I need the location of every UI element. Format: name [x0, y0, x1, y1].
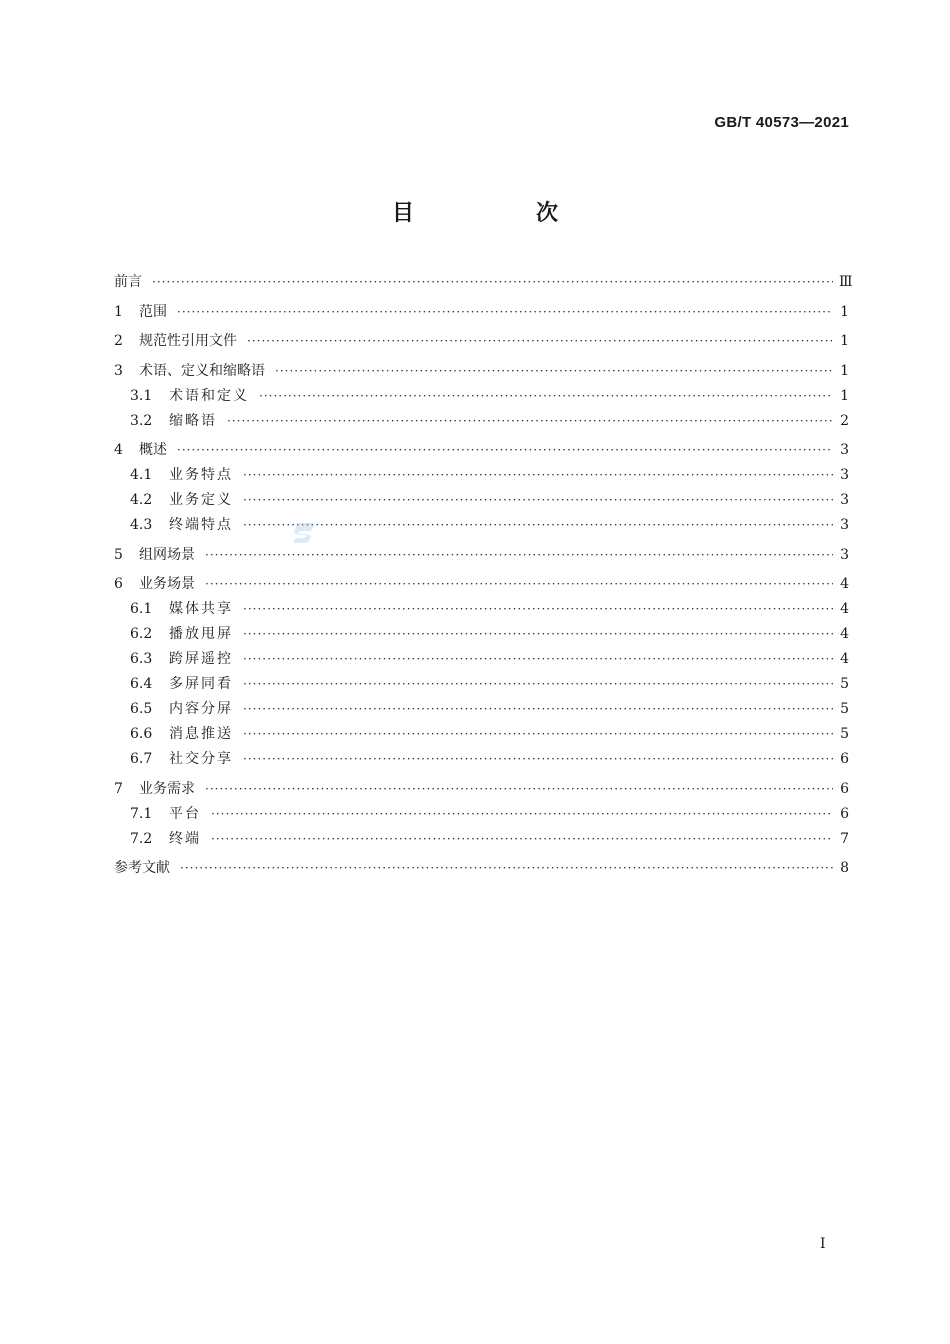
logo-watermark-icon: [291, 521, 316, 545]
toc-dot-leader: [177, 438, 833, 463]
toc-entry-number: 4.2: [130, 492, 153, 508]
toc-entry-page: 3: [840, 492, 849, 508]
toc-entry-page: 7: [840, 830, 849, 847]
toc-entry-number: 6: [114, 576, 123, 592]
toc-dot-leader: [243, 513, 833, 538]
toc-entry-number: 6.3: [130, 651, 153, 667]
toc-entry[interactable]: [114, 300, 849, 325]
toc-entry[interactable]: [114, 488, 849, 513]
toc-entry-page: 4: [840, 576, 849, 592]
toc-entry[interactable]: [114, 856, 849, 881]
toc-entry-page: 4: [840, 651, 849, 667]
toc-entry[interactable]: [114, 777, 849, 802]
toc-entry[interactable]: [114, 359, 849, 384]
toc-entry-number: 4: [114, 442, 123, 458]
toc-entry[interactable]: [114, 802, 849, 827]
toc-entry[interactable]: [114, 697, 849, 722]
toc-entry-page: 1: [840, 362, 849, 379]
toc-dot-leader: [180, 856, 833, 881]
toc-entry[interactable]: [114, 722, 849, 747]
toc-entry-label: 业务定义: [169, 492, 233, 508]
toc-dot-leader: [243, 672, 833, 697]
toc-entry-page: 3: [840, 467, 849, 483]
toc-entry-page: 6: [840, 751, 849, 767]
toc-dot-leader: [243, 697, 833, 722]
page-number: I: [820, 1236, 826, 1252]
toc-entry-label: 参考文献: [114, 860, 170, 876]
toc-entry-label: 业务场景: [139, 576, 195, 592]
toc-entry-number: 6.5: [130, 701, 153, 717]
toc-dot-leader: [211, 802, 833, 827]
toc-entry[interactable]: [114, 409, 849, 434]
toc-dot-leader: [259, 384, 833, 409]
toc-entry-page: 6: [840, 805, 849, 822]
toc-entry[interactable]: [114, 270, 853, 295]
toc-dot-leader: [227, 409, 833, 434]
toc-entry-page: 1: [840, 333, 849, 349]
toc-dot-leader: [243, 647, 833, 672]
toc-entry-number: 7: [114, 780, 123, 797]
toc-entry-page: 5: [840, 726, 849, 742]
toc-entry-number: 3.2: [130, 412, 153, 429]
toc-entry[interactable]: [114, 543, 849, 568]
toc-entry-page: 3: [840, 517, 849, 533]
toc-dot-leader: [211, 827, 833, 852]
toc-entry-page: 3: [840, 442, 849, 458]
toc-entry-number: 6.6: [130, 726, 153, 742]
toc-entry-label: 终端特点: [169, 517, 233, 533]
toc-entry-label: 媒体共享: [169, 601, 233, 617]
toc-entry-page: 4: [840, 626, 849, 642]
toc-dot-leader: [205, 572, 833, 597]
toc-entry[interactable]: [114, 384, 849, 409]
toc-entry-label: 播放甩屏: [169, 626, 233, 642]
toc-entry-label: 概述: [139, 442, 167, 458]
toc-entry-label: 平台: [169, 805, 201, 822]
toc-dot-leader: [243, 488, 833, 513]
toc-entry-label: 组网场景: [139, 546, 195, 563]
toc-entry[interactable]: [114, 438, 849, 463]
toc-entry-number: 6.4: [130, 676, 153, 692]
toc-entry-number: 6.2: [130, 626, 153, 642]
toc-entry-page: 5: [840, 676, 849, 692]
document-code: GB/T 40573—2021: [714, 114, 849, 131]
toc-entry[interactable]: [114, 622, 849, 647]
toc-entry[interactable]: [114, 647, 849, 672]
toc-entry-number: 5: [114, 546, 123, 563]
toc-entry-label: 消息推送: [169, 726, 233, 742]
toc-entry[interactable]: [114, 747, 849, 772]
toc-dot-leader: [243, 722, 833, 747]
toc-dot-leader: [243, 597, 833, 622]
toc-entry-label: 跨屏遥控: [169, 651, 233, 667]
toc-entry-label: 业务特点: [169, 467, 233, 483]
toc-dot-leader: [152, 270, 833, 295]
toc-dot-leader: [177, 300, 833, 325]
toc-entry-label: 前言: [114, 274, 142, 290]
toc-entry-page: 1: [840, 387, 849, 404]
toc-dot-leader: [205, 543, 833, 568]
toc-entry[interactable]: [114, 672, 849, 697]
toc-entry-label: 术语和定义: [169, 387, 249, 404]
toc-dot-leader: [243, 747, 833, 772]
toc-entry-number: 2: [114, 333, 123, 349]
toc-entry[interactable]: [114, 513, 849, 538]
toc-entry-label: 多屏同看: [169, 676, 233, 692]
toc-entry-label: 终端: [169, 830, 201, 847]
toc-entry-label: 内容分屏: [169, 701, 233, 717]
toc-entry-number: 3: [114, 362, 123, 379]
toc-entry-label: 社交分享: [169, 751, 233, 767]
toc-entry-number: 7.1: [130, 805, 153, 822]
toc-entry-label: 范围: [139, 303, 167, 320]
toc-entry-number: 1: [114, 303, 123, 320]
toc-entry-label: 规范性引用文件: [139, 333, 237, 349]
toc-entry-number: 6.1: [130, 601, 153, 617]
toc-entry[interactable]: [114, 827, 849, 852]
toc-entry-label: 术语、定义和缩略语: [139, 362, 265, 379]
toc-entry[interactable]: [114, 463, 849, 488]
toc-entry-number: 7.2: [130, 830, 153, 847]
toc-title: 目 次: [391, 201, 608, 226]
toc-entry-number: 6.7: [130, 751, 153, 767]
toc-entry-label: 缩略语: [169, 412, 217, 429]
toc-dot-leader: [275, 359, 833, 384]
table-of-contents: [114, 270, 853, 881]
toc-entry-page: 3: [840, 546, 849, 563]
toc-dot-leader: [243, 463, 833, 488]
toc-entry-page: Ⅲ: [839, 274, 853, 290]
toc-entry[interactable]: [114, 329, 849, 354]
toc-entry[interactable]: [114, 597, 849, 622]
toc-entry-page: 1: [840, 303, 849, 320]
toc-entry-page: 8: [840, 860, 849, 876]
toc-entry-page: 6: [840, 780, 849, 797]
toc-entry[interactable]: [114, 572, 849, 597]
toc-dot-leader: [243, 622, 833, 647]
toc-entry-label: 业务需求: [139, 780, 195, 797]
toc-entry-number: 4.1: [130, 467, 153, 483]
toc-dot-leader: [247, 329, 833, 354]
toc-entry-number: 4.3: [130, 517, 153, 533]
toc-entry-page: 5: [840, 701, 849, 717]
toc-dot-leader: [205, 777, 833, 802]
toc-entry-page: 2: [840, 412, 849, 429]
toc-entry-page: 4: [840, 601, 849, 617]
toc-entry-number: 3.1: [130, 387, 153, 404]
